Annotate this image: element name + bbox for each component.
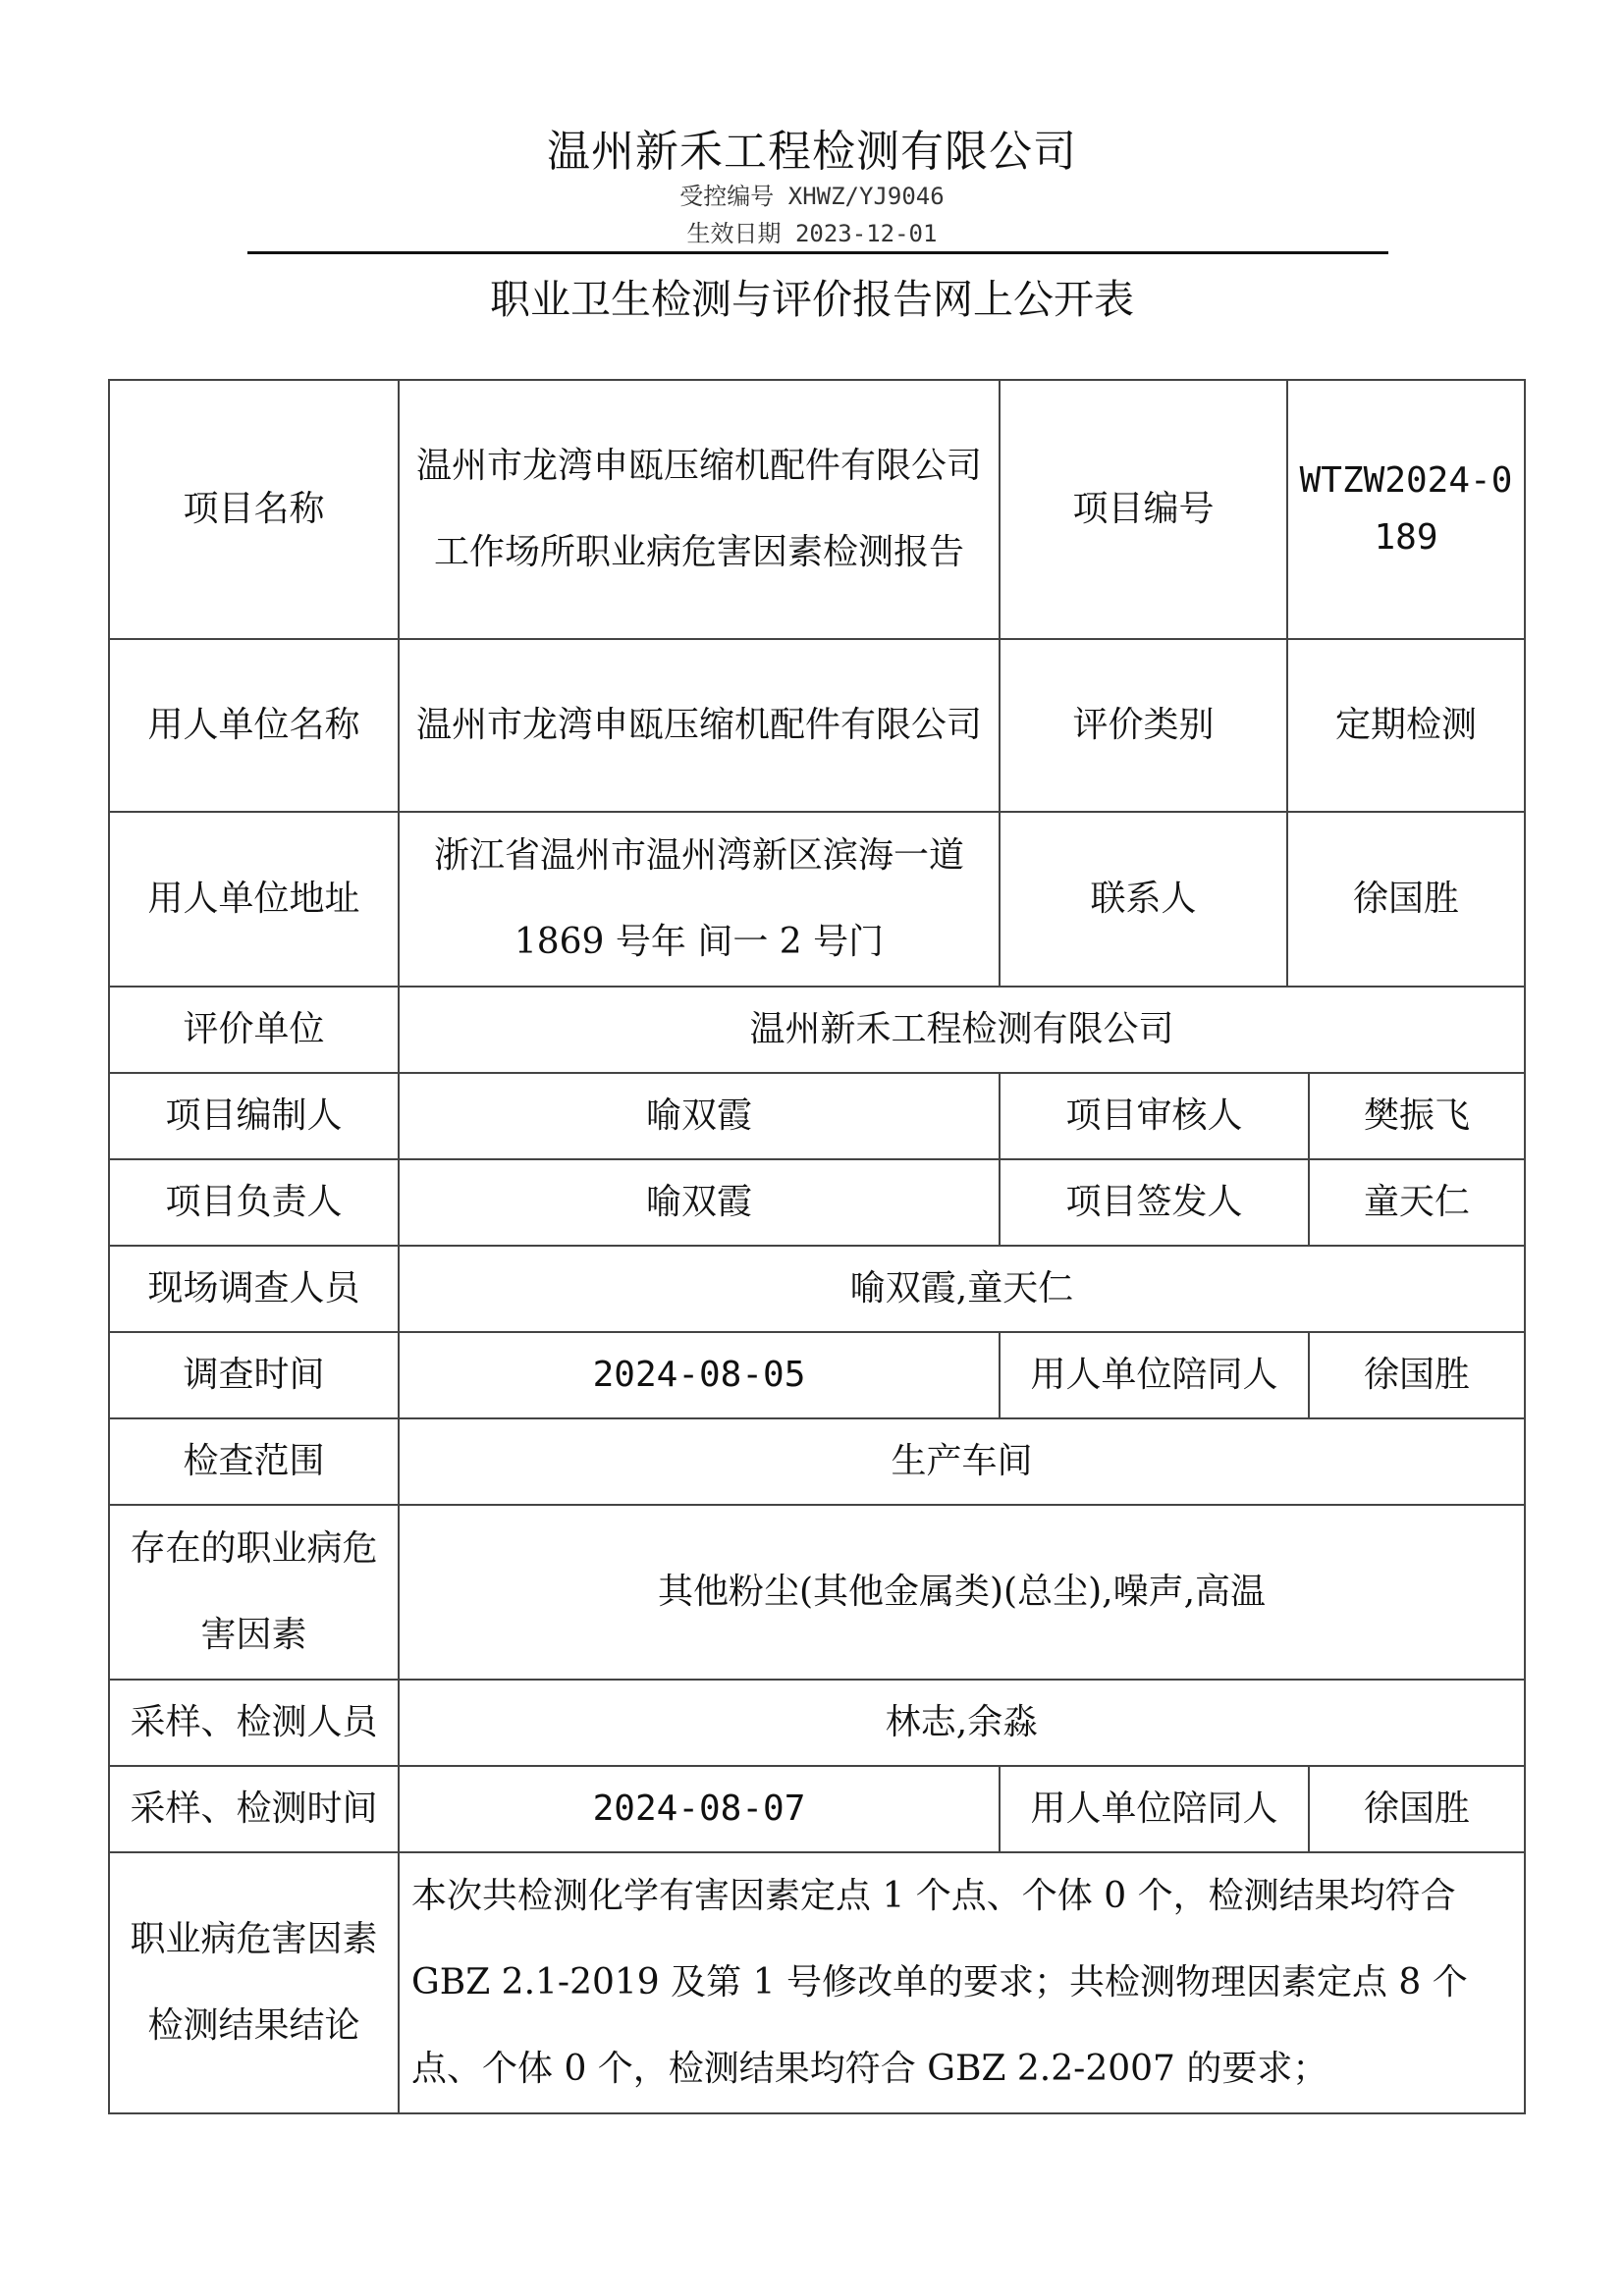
issuer: 童天仁 <box>1309 1159 1525 1246</box>
accompanying-person: 徐国胜 <box>1309 1332 1525 1418</box>
table-row <box>109 1680 1525 1766</box>
table-row <box>109 1159 1525 1246</box>
table-row <box>109 639 1525 812</box>
label-cell: 项目编制人 <box>109 1073 399 1159</box>
label-cell: 现场调查人员 <box>109 1246 399 1332</box>
table-row <box>109 987 1525 1073</box>
table-row <box>109 1246 1525 1332</box>
label-cell: 职业病危害因素检测结果结论 <box>109 1852 399 2113</box>
employer-address: 浙江省温州市温州湾新区滨海一道 1869 号年 间一 2 号门 <box>399 812 1000 987</box>
label-cell: 采样、检测人员 <box>109 1680 399 1766</box>
label-cell: 用人单位地址 <box>109 812 399 987</box>
evaluation-type: 定期检测 <box>1287 639 1525 812</box>
table-row <box>109 1073 1525 1159</box>
label-cell: 评价类别 <box>1000 639 1287 812</box>
label-cell: 项目签发人 <box>1000 1159 1309 1246</box>
hazard-factors: 其他粉尘(其他金属类)(总尘),噪声,高温 <box>399 1505 1525 1680</box>
label-cell: 检查范围 <box>109 1418 399 1505</box>
disclosure-table <box>108 379 1526 2114</box>
label-cell: 用人单位陪同人 <box>1000 1766 1309 1852</box>
project-number: WTZW2024-0189 <box>1287 380 1525 639</box>
project-leader: 喻双霞 <box>399 1159 1000 1246</box>
label-cell: 用人单位名称 <box>109 639 399 812</box>
sampling-date: 2024-08-07 <box>399 1766 1000 1852</box>
label-cell: 项目编号 <box>1000 380 1287 639</box>
label-cell: 评价单位 <box>109 987 399 1073</box>
surveyors: 喻双霞,童天仁 <box>399 1246 1525 1332</box>
label-cell: 调查时间 <box>109 1332 399 1418</box>
label-cell: 项目负责人 <box>109 1159 399 1246</box>
accompanying-person: 徐国胜 <box>1309 1766 1525 1852</box>
conclusion-text: 本次共检测化学有害因素定点 1 个点、个体 0 个，检测结果均符合 GBZ 2.1-2019 及第 1 号修改单的要求；共检测物理因素定点 8 个点、个体 0 个，检测结果均符合 GBZ 2.2-2007 的要求； <box>399 1852 1525 2113</box>
header-rule <box>247 251 1388 254</box>
label-cell: 采样、检测时间 <box>109 1766 399 1852</box>
table-row <box>109 1766 1525 1852</box>
effective-date: 生效日期 2023-12-01 <box>686 220 938 247</box>
project-name: 温州市龙湾申瓯压缩机配件有限公司工作场所职业病危害因素检测报告 <box>399 380 1000 639</box>
reviewer: 樊振飞 <box>1309 1073 1525 1159</box>
table-row <box>109 1418 1525 1505</box>
compiler: 喻双霞 <box>399 1073 1000 1159</box>
label-cell: 存在的职业病危害因素 <box>109 1505 399 1680</box>
table-row <box>109 1505 1525 1680</box>
table-row <box>109 812 1525 987</box>
label-cell: 用人单位陪同人 <box>1000 1332 1309 1418</box>
table-row <box>109 1852 1525 2113</box>
sampling-staff: 林志,余淼 <box>399 1680 1525 1766</box>
survey-date: 2024-08-05 <box>399 1332 1000 1418</box>
evaluation-unit: 温州新禾工程检测有限公司 <box>399 987 1525 1073</box>
control-number: 受控编号 XHWZ/YJ9046 <box>679 183 945 210</box>
label-cell: 联系人 <box>1000 812 1287 987</box>
inspection-scope: 生产车间 <box>399 1418 1525 1505</box>
label-cell: 项目名称 <box>109 380 399 639</box>
table-row <box>109 1332 1525 1418</box>
employer-name: 温州市龙湾申瓯压缩机配件有限公司 <box>399 639 1000 812</box>
table-row <box>109 380 1525 639</box>
company-name: 温州新禾工程检测有限公司 <box>547 127 1077 177</box>
document-title: 职业卫生检测与评价报告网上公开表 <box>490 276 1134 323</box>
label-cell: 项目审核人 <box>1000 1073 1309 1159</box>
contact-person: 徐国胜 <box>1287 812 1525 987</box>
